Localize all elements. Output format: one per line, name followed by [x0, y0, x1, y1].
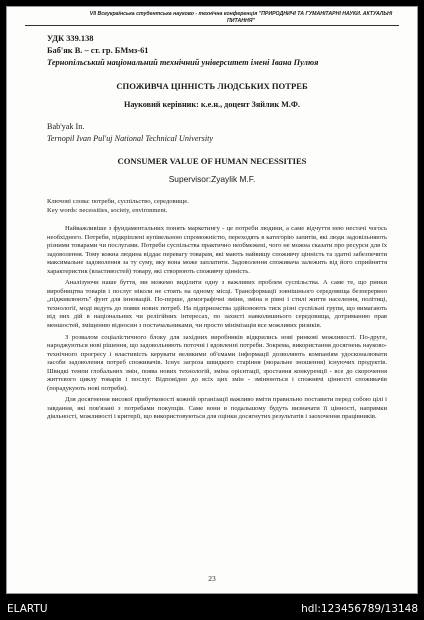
- supervisor-en: Supervisor:Zyaylik M.F.: [168, 174, 256, 184]
- conference-header: VII Всеукраїнська студентська науково - технічна конференція "ПРИРОДНИЧІ ТА ГУМАНІТАРНІ НАУКИ. АКТУАЛЬНІ ПИТАННЯ": [89, 11, 393, 24]
- affiliation-en: Ternopil Ivan Pul'uj National Technical University: [47, 134, 214, 143]
- author-en: Bab'yak In.: [47, 122, 85, 131]
- supervisor-ua: Науковий керівник: к.е.н., доцент Зяйлик М.Ф.: [124, 100, 300, 109]
- keywords-ua: Ключові слова: потреби, суспільство, середовище.: [47, 198, 189, 205]
- document-page: [6, 6, 418, 594]
- header-divider: [25, 25, 399, 26]
- affiliation-ua: Тернопільський національний технічний університет імені Івана Пулюя: [47, 58, 319, 67]
- body-text: [47, 225, 387, 425]
- handle-link[interactable]: hdl:123456789/13148: [301, 603, 418, 615]
- paragraph: Найважливіше з фундаментальних понять маркетингу - це потреби людини, а саме відчуття нею нестачі чогось необхідного. Потреби, підкріплені купівельною спроможністю, переходять в категорію запитів, які люди задовільняють різними товарами чи послугами. Потреби суспільства практично необмежені, чого не можна сказати про ресурси для їх задоволення. Тому кожна людина віддає перевагу товарам, які мають найвищу споживчу цінність та здатні забезпечити максимальне задоволення за ту суму, яку вона може заплатити. Задоволення споживача залежить від його сприйняття характеристик (властивостей) товару, які створюють споживчу цінність.: [47, 225, 387, 275]
- paragraph: Для досягнення високої прибутковості кожній організації важливо вміти правильно поставити перед собою цілі і завдання, які пов'язані з потребами покупців. Саме вони в подальшому будуть визначати її цінності, напрямки діяльності, можливості і критерії, що використовуються для оцінки досягнутих результатів і заохочення працівників.: [47, 396, 387, 421]
- keywords-en: Key words: necessities, society, environment.: [47, 207, 168, 214]
- paragraph: З розвалом соціалістичного блоку для західних виробників відкрились нові ринкові можливості. По-друге, народжуються нові рішення, що задовольняють поточні і вдовленні потреби. Зокрема, використання досягнень науково-технічного прогресу і властивість керувати великими об'ємами інформації дозволяють компаніям удосконалювати засоби задоволення потреб споживачів. Існує загроза швидкого старіння (моральне зношення) існуючих продуктів. Швидкі темпи глобальних змін, поява нових технологій, зміна орієнтації, зростання конкуренції - все до скорочення життєвого циклу товарів і послуг. Відповідно до всіх цих змін - змінюються і споживчі цінності споживачів (порадукують нові потреби).: [47, 333, 387, 392]
- title-en: CONSUMER VALUE OF HUMAN NECESSITIES: [117, 156, 307, 166]
- repository-label: ELARTU: [7, 603, 48, 615]
- udk-code: УДК 339.138: [47, 34, 94, 43]
- title-ua: СПОЖИВЧА ЦІННІСТЬ ЛЮДСЬКИХ ПОТРЕБ: [116, 81, 308, 91]
- page-number: 23: [208, 574, 216, 583]
- paragraph: Аналізуючи наше буття, ми можемо виділити одну з важливих проблем суспільства. А саме те, що ринки виробництва товарів і послуг ніколи не стоять на одному місці. Трансформації зовнішнього середовища безперервно „підживлюють" фунт для інновацій. По-перше, демографічні зміни, зміна в рівні і стилі життя населення, політиці, технології, моді ведуть до появи нових потреб. На підприємства здійснюють тиск різні суспільні групи, що вимагають від них дій в національних чи релігійних інтересах, по захисті навколишнього середовища, дотриманню прав меншостей, зміщенню відносин з постачальниками, чи просто мінімізація все можливих ризиків.: [47, 279, 387, 330]
- author-ua: Баб'як В. – ст. гр. БМмз-61: [47, 46, 149, 55]
